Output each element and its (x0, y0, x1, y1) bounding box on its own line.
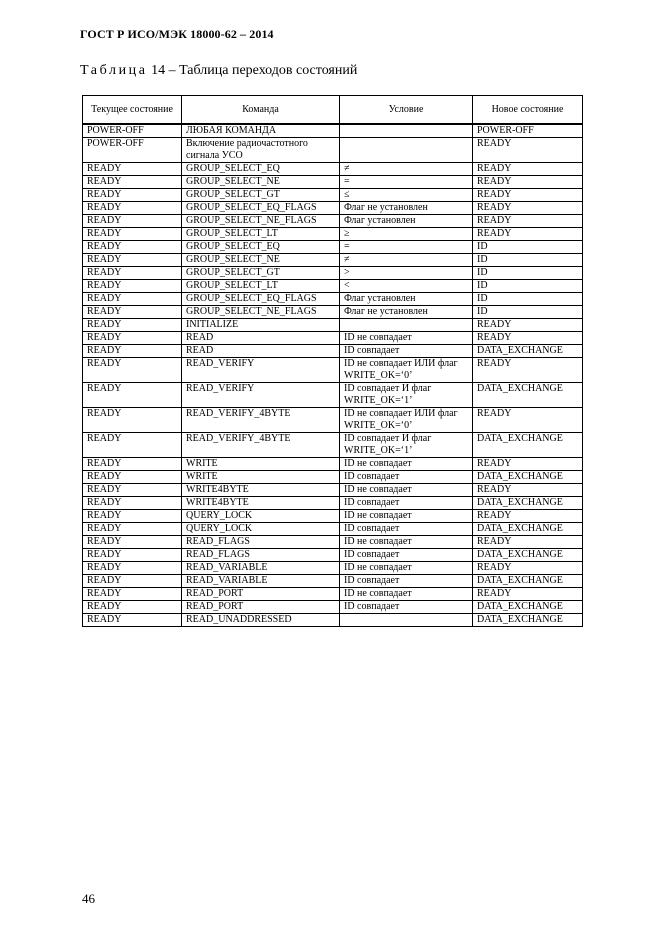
condition-cell: ID не совпадает (340, 588, 473, 601)
new-state-cell: ID (473, 306, 583, 319)
condition-cell: ID не совпадает (340, 484, 473, 497)
command-cell: WRITE4BYTE (182, 484, 340, 497)
command-cell: GROUP_SELECT_GT (182, 267, 340, 280)
table-body (83, 124, 583, 627)
condition-cell: < (340, 280, 473, 293)
new-state-cell: READY (473, 215, 583, 228)
table-row (83, 306, 583, 319)
command-cell: ЛЮБАЯ КОМАНДА (182, 124, 340, 138)
command-cell: GROUP_SELECT_EQ (182, 241, 340, 254)
column-header-condition: Условие (340, 96, 473, 125)
command-cell: WRITE (182, 458, 340, 471)
new-state-cell: ID (473, 254, 583, 267)
new-state-cell: READY (473, 562, 583, 575)
table-header-row (83, 96, 583, 125)
condition-cell: ID совпадает И флаг WRITE_OK=‘1’ (340, 433, 473, 458)
command-cell: READ (182, 345, 340, 358)
condition-cell (340, 138, 473, 163)
condition-cell: ID совпадает (340, 549, 473, 562)
command-cell: READ (182, 332, 340, 345)
new-state-cell: READY (473, 228, 583, 241)
table-row (83, 280, 583, 293)
current-state-cell: READY (83, 280, 182, 293)
command-cell: WRITE4BYTE (182, 497, 340, 510)
current-state-cell: READY (83, 614, 182, 627)
condition-cell: ID не совпадает (340, 458, 473, 471)
command-cell: READ_FLAGS (182, 536, 340, 549)
current-state-cell: READY (83, 536, 182, 549)
condition-cell: ID совпадает (340, 497, 473, 510)
condition-cell (340, 319, 473, 332)
table-row (83, 510, 583, 523)
new-state-cell: READY (473, 458, 583, 471)
new-state-cell: READY (473, 163, 583, 176)
new-state-cell: POWER-OFF (473, 124, 583, 138)
table-row (83, 267, 583, 280)
table-row (83, 383, 583, 408)
current-state-cell: READY (83, 562, 182, 575)
table-row (83, 241, 583, 254)
current-state-cell: READY (83, 471, 182, 484)
command-cell: READ_PORT (182, 601, 340, 614)
condition-cell: ID не совпадает ИЛИ флаг WRITE_OK=‘0’ (340, 408, 473, 433)
new-state-cell: DATA_EXCHANGE (473, 549, 583, 562)
table-row (83, 536, 583, 549)
command-cell: GROUP_SELECT_NE_FLAGS (182, 215, 340, 228)
new-state-cell: READY (473, 484, 583, 497)
caption-title: 14 – Таблица переходов состояний (151, 63, 358, 78)
new-state-cell: READY (473, 510, 583, 523)
table-row (83, 345, 583, 358)
command-cell: GROUP_SELECT_GT (182, 189, 340, 202)
current-state-cell: READY (83, 358, 182, 383)
condition-cell: Флаг не установлен (340, 202, 473, 215)
current-state-cell: READY (83, 241, 182, 254)
table-row (83, 163, 583, 176)
condition-cell: ID совпадает (340, 523, 473, 536)
current-state-cell: READY (83, 383, 182, 408)
table-row (83, 202, 583, 215)
current-state-cell: READY (83, 408, 182, 433)
current-state-cell: READY (83, 497, 182, 510)
command-cell: QUERY_LOCK (182, 510, 340, 523)
current-state-cell: READY (83, 510, 182, 523)
new-state-cell: ID (473, 241, 583, 254)
command-cell: READ_PORT (182, 588, 340, 601)
table-row (83, 614, 583, 627)
condition-cell: ≥ (340, 228, 473, 241)
table-row (83, 228, 583, 241)
new-state-cell: READY (473, 176, 583, 189)
new-state-cell: DATA_EXCHANGE (473, 497, 583, 510)
condition-cell: ID совпадает И флаг WRITE_OK=‘1’ (340, 383, 473, 408)
table-row (83, 458, 583, 471)
command-cell: GROUP_SELECT_NE (182, 176, 340, 189)
command-cell: READ_FLAGS (182, 549, 340, 562)
table-row (83, 601, 583, 614)
new-state-cell: READY (473, 332, 583, 345)
condition-cell: ≤ (340, 189, 473, 202)
condition-cell: ID не совпадает (340, 562, 473, 575)
condition-cell: ID совпадает (340, 471, 473, 484)
condition-cell: ID не совпадает (340, 536, 473, 549)
command-cell: GROUP_SELECT_EQ_FLAGS (182, 293, 340, 306)
table-row (83, 176, 583, 189)
command-cell: GROUP_SELECT_EQ (182, 163, 340, 176)
current-state-cell: READY (83, 433, 182, 458)
current-state-cell: POWER-OFF (83, 138, 182, 163)
table-row (83, 293, 583, 306)
table-row (83, 588, 583, 601)
new-state-cell: DATA_EXCHANGE (473, 471, 583, 484)
new-state-cell: READY (473, 138, 583, 163)
current-state-cell: READY (83, 293, 182, 306)
state-transition-table (82, 95, 583, 627)
column-header-command: Команда (182, 96, 340, 125)
current-state-cell: READY (83, 176, 182, 189)
command-cell: QUERY_LOCK (182, 523, 340, 536)
current-state-cell: READY (83, 202, 182, 215)
command-cell: READ_VARIABLE (182, 562, 340, 575)
table-row (83, 433, 583, 458)
condition-cell: > (340, 267, 473, 280)
command-cell: GROUP_SELECT_NE_FLAGS (182, 306, 340, 319)
column-header-current-state: Текущее состояние (83, 96, 182, 125)
new-state-cell: DATA_EXCHANGE (473, 614, 583, 627)
current-state-cell: READY (83, 189, 182, 202)
current-state-cell: READY (83, 601, 182, 614)
table-row (83, 254, 583, 267)
current-state-cell: READY (83, 588, 182, 601)
new-state-cell: DATA_EXCHANGE (473, 575, 583, 588)
command-cell: WRITE (182, 471, 340, 484)
condition-cell: ID не совпадает (340, 332, 473, 345)
condition-cell: ≠ (340, 254, 473, 267)
current-state-cell: READY (83, 458, 182, 471)
column-header-new-state: Новое состояние (473, 96, 583, 125)
table-row (83, 358, 583, 383)
new-state-cell: READY (473, 408, 583, 433)
condition-cell: Флаг установлен (340, 215, 473, 228)
new-state-cell: ID (473, 280, 583, 293)
new-state-cell: ID (473, 267, 583, 280)
condition-cell: Флаг не установлен (340, 306, 473, 319)
new-state-cell: ID (473, 293, 583, 306)
condition-cell: = (340, 241, 473, 254)
condition-cell: ID совпадает (340, 345, 473, 358)
current-state-cell: READY (83, 267, 182, 280)
command-cell: GROUP_SELECT_LT (182, 228, 340, 241)
condition-cell: ID совпадает (340, 601, 473, 614)
condition-cell: ≠ (340, 163, 473, 176)
new-state-cell: DATA_EXCHANGE (473, 601, 583, 614)
caption-label: Таблица (80, 63, 148, 78)
command-cell: READ_UNADDRESSED (182, 614, 340, 627)
new-state-cell: DATA_EXCHANGE (473, 383, 583, 408)
new-state-cell: DATA_EXCHANGE (473, 523, 583, 536)
current-state-cell: READY (83, 228, 182, 241)
new-state-cell: READY (473, 189, 583, 202)
condition-cell: Флаг установлен (340, 293, 473, 306)
command-cell: GROUP_SELECT_LT (182, 280, 340, 293)
new-state-cell: READY (473, 202, 583, 215)
current-state-cell: READY (83, 215, 182, 228)
new-state-cell: READY (473, 588, 583, 601)
table-row (83, 189, 583, 202)
current-state-cell: READY (83, 523, 182, 536)
condition-cell (340, 614, 473, 627)
current-state-cell: READY (83, 575, 182, 588)
table-row (83, 124, 583, 138)
command-cell: INITIALIZE (182, 319, 340, 332)
new-state-cell: DATA_EXCHANGE (473, 345, 583, 358)
condition-cell: = (340, 176, 473, 189)
table-row (83, 138, 583, 163)
table-row (83, 562, 583, 575)
table-row (83, 497, 583, 510)
table-caption (80, 63, 357, 79)
table-row (83, 523, 583, 536)
command-cell: READ_VERIFY (182, 358, 340, 383)
document-header: ГОСТ Р ИСО/МЭК 18000-62 – 2014 (80, 27, 274, 41)
current-state-cell: READY (83, 345, 182, 358)
condition-cell: ID совпадает (340, 575, 473, 588)
table-row (83, 332, 583, 345)
table-row (83, 408, 583, 433)
page-number: 46 (82, 891, 95, 906)
current-state-cell: READY (83, 484, 182, 497)
command-cell: READ_VARIABLE (182, 575, 340, 588)
current-state-cell: READY (83, 549, 182, 562)
command-cell: GROUP_SELECT_NE (182, 254, 340, 267)
table-row (83, 215, 583, 228)
condition-cell: ID не совпадает ИЛИ флаг WRITE_OK=‘0’ (340, 358, 473, 383)
new-state-cell: READY (473, 536, 583, 549)
table-row (83, 471, 583, 484)
table-row (83, 484, 583, 497)
current-state-cell: POWER-OFF (83, 124, 182, 138)
table-row (83, 575, 583, 588)
table-row (83, 549, 583, 562)
new-state-cell: READY (473, 319, 583, 332)
command-cell: READ_VERIFY (182, 383, 340, 408)
current-state-cell: READY (83, 306, 182, 319)
command-cell: READ_VERIFY_4BYTE (182, 433, 340, 458)
command-cell: Включение радиочастотного сигнала УСО (182, 138, 340, 163)
current-state-cell: READY (83, 254, 182, 267)
current-state-cell: READY (83, 163, 182, 176)
command-cell: READ_VERIFY_4BYTE (182, 408, 340, 433)
table-row (83, 319, 583, 332)
current-state-cell: READY (83, 332, 182, 345)
new-state-cell: READY (473, 358, 583, 383)
condition-cell (340, 124, 473, 138)
command-cell: GROUP_SELECT_EQ_FLAGS (182, 202, 340, 215)
new-state-cell: DATA_EXCHANGE (473, 433, 583, 458)
current-state-cell: READY (83, 319, 182, 332)
condition-cell: ID не совпадает (340, 510, 473, 523)
